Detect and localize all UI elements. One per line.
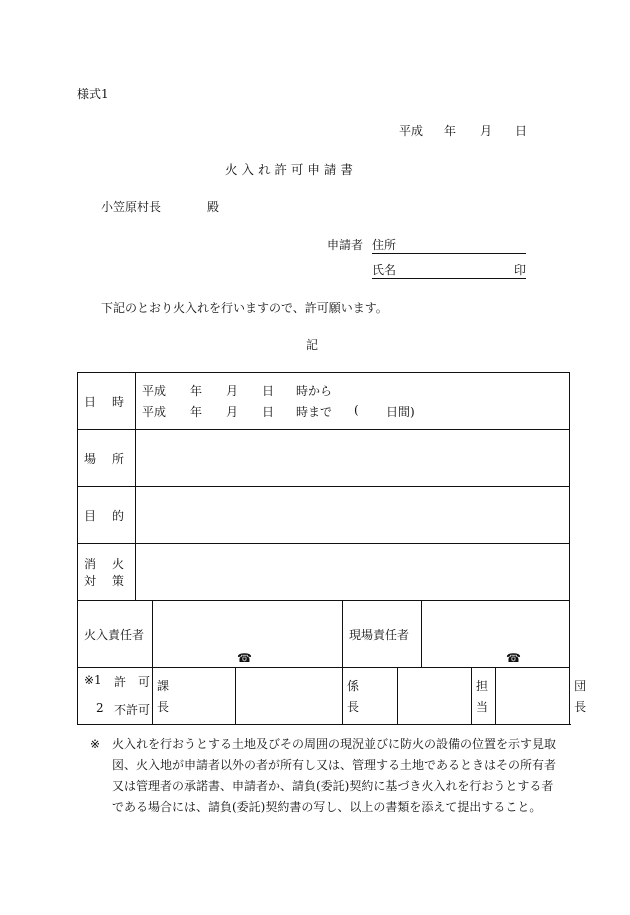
datetime-cell[interactable]: 平成 年 月 日 時から 平成 年 月 日 時まで ( 日間) [136, 373, 570, 430]
approval-row: ※1 許 可 2 不許可 課 長 係 長 担 当 団 長 [78, 668, 570, 725]
purpose-row [78, 487, 570, 544]
addressee-honorific: 殿 [207, 200, 220, 214]
telephone-icon: ☎ [237, 651, 252, 665]
approval-num-2: 2 [96, 701, 104, 715]
applicant-label: 申請者 [327, 238, 364, 252]
form-number: 様式1 [77, 87, 109, 101]
request-text: 下記のとおり火入れを行いますので、許可願います。 [101, 301, 388, 315]
date-year: 年 [444, 124, 457, 138]
date-day: 日 [515, 124, 528, 138]
place-row [78, 430, 570, 487]
stamp-box-subsection-chief[interactable] [398, 668, 472, 725]
place-input-cell[interactable] [136, 430, 570, 487]
addressee-name: 小笠原村長 [101, 200, 162, 214]
telephone-icon: ☎ [506, 651, 521, 665]
datetime-label: 日 時 [78, 373, 136, 430]
application-form-table [77, 372, 587, 725]
submission-note [90, 734, 556, 818]
fire-manager-input-cell[interactable] [153, 601, 343, 668]
name-label: 氏名 [372, 263, 397, 277]
date-era: 平成 [399, 124, 424, 138]
ki-heading: 記 [306, 338, 319, 352]
site-manager-input-cell[interactable] [422, 601, 570, 668]
note-mark: ※ [90, 737, 101, 751]
date-month: 月 [480, 124, 493, 138]
fire-measures-label: 消 火 対 策 [78, 544, 136, 601]
purpose-input-cell[interactable] [136, 487, 570, 544]
document-title: 火 入 れ 許 可 申 請 書 [225, 162, 353, 177]
stamp-label-person-in-charge: 担 当 [472, 668, 496, 725]
address-label: 住所 [372, 238, 397, 252]
fire-measures-input-cell[interactable] [136, 544, 570, 601]
fire-manager-label: 火入責任者 [78, 601, 153, 668]
stamp-label-section-chief: 課 長 [153, 668, 236, 725]
fire-measures-row [78, 544, 570, 601]
approval-permit: 許 可 [114, 675, 151, 689]
purpose-label: 目 的 [78, 487, 136, 544]
note-text: 火入れを行おうとする土地及びその周囲の現況並びに防火の設備の位置を示す見取図、火入地が申請者以外の者が所有し又は、管理する土地であるときはその所有者又は管理者の承諾書、申請者か、請負(委託)契約に基づき火入れを行おうとする者である場合には、請負(委託)契約書の写し、以上の書類を添えて提出すること。 [112, 737, 557, 814]
place-label: 場 所 [78, 430, 136, 487]
approval-mark: ※1 [84, 673, 102, 687]
site-manager-label: 現場責任者 [343, 601, 422, 668]
seal-mark: 印 [513, 263, 526, 277]
manager-row [78, 601, 570, 668]
address-field[interactable] [372, 236, 526, 254]
datetime-row [78, 373, 570, 430]
stamp-label-subsection-chief: 係 長 [343, 668, 398, 725]
stamp-box-person-in-charge[interactable] [496, 668, 570, 725]
approval-deny: 不許可 [114, 703, 151, 717]
name-field[interactable] [372, 261, 526, 279]
stamp-box-section-chief[interactable] [236, 668, 343, 725]
approval-status-cell [78, 668, 153, 725]
